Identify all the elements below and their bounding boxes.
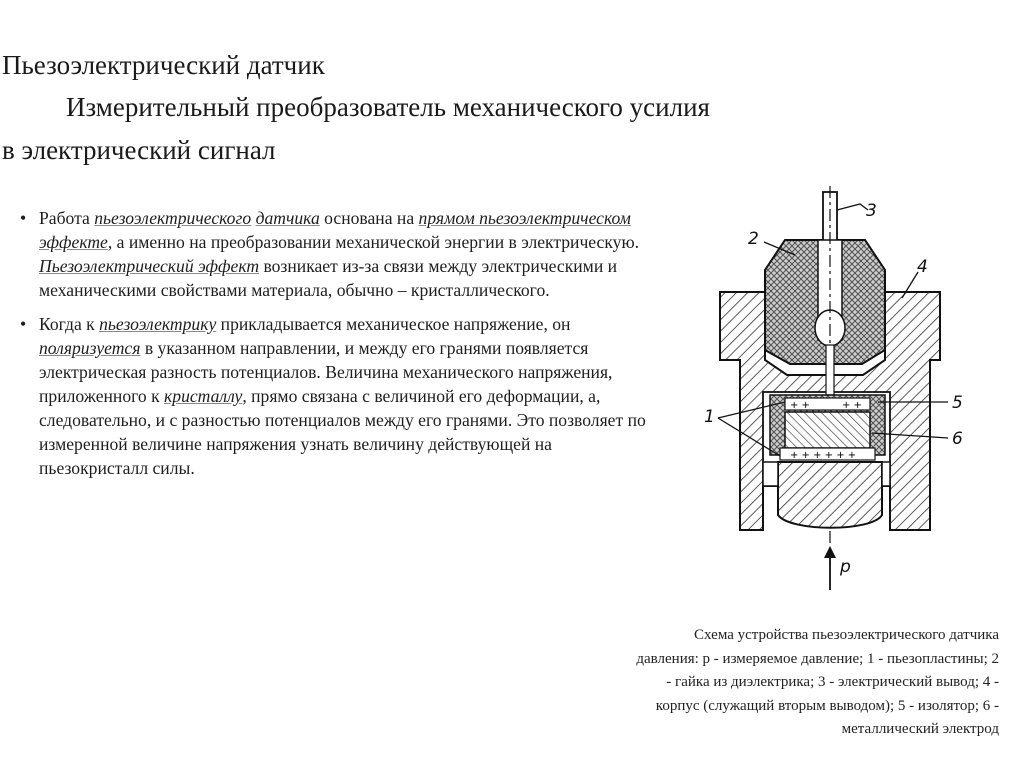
caption-line: давления: р - измеряемое давление; 1 - пьезопластины; 2 [636,650,999,667]
label-6: 6 [952,429,963,449]
term-text: прямом пьезоэлектрическом эффекте [39,208,631,252]
caption-line: - гайка из диэлектрика; 3 - электрический вывод; 4 - [666,674,999,690]
term-text: пьезоэлектрику [99,314,217,334]
body-text: Когда к [39,314,100,334]
term-text: поляризуется [39,338,141,358]
plus-signs-top-right: + + [842,400,862,411]
page-title-line-2: Измерительный преобразователь механического усилия [66,92,710,122]
term-text: пьезоэлектрического [94,208,252,228]
body-text: Работа [39,208,95,228]
bullet-text-2 [39,314,646,478]
bullet-dot-icon: • [20,314,27,334]
body-text: основана на [319,208,419,228]
metal-electrode [785,412,870,448]
bullet-list [20,206,660,490]
body-text: , прямо связана с величиной его деформации, а, следовательно, и с разностью потенциалов между его гранями. Это позволяет по измеренной величине напряжения узнать величину действующей на пьезокристалл силы. [39,386,646,478]
label-4: 4 [917,257,928,277]
page-title-line-3: в электрический сигнал [2,135,276,165]
bullet-item-1 [20,206,660,302]
body-text: прикладывается механическое напряжение, он [216,314,571,334]
body-text: , а именно на преобразовании механической энергии в электрическую. [107,232,640,252]
bullet-text-1 [39,208,639,300]
body-text: в указанном направлении, и между его гранями появляется электрическая разность потенциалов. Величина механического напряжения, приложенного к [39,338,613,406]
label-2: 2 [748,229,759,249]
piston [778,462,882,528]
page-title-line-1: Пьезоэлектрический датчик [2,50,325,80]
term-text: кристаллу [164,386,243,406]
body-text: возникает из-за связи между электрическими и механическими свойствами материала, обычно – кристаллического. [39,256,618,300]
caption-line: Схема устройства пьезоэлектрического датчика [694,627,999,643]
plus-signs-bottom: + + + + + + [790,450,857,461]
plus-signs-top-left: + + [790,400,810,411]
term-text: Пьезоэлектрический эффект [39,256,260,276]
bullet-dot-icon: • [20,208,27,228]
label-1: 1 [704,407,715,427]
caption-line: корпус (служащий вторым выводом); 5 - изолятор; 6 - [655,697,999,714]
label-3: 3 [866,201,877,221]
caption-line: металлический электрод [841,721,999,737]
term-text: датчика [255,208,320,228]
label-5: 5 [952,393,963,413]
label-force: p [840,557,851,577]
figure-caption [500,624,999,742]
bullet-item-2 [20,312,660,480]
piezo-sensor-diagram [690,180,980,595]
